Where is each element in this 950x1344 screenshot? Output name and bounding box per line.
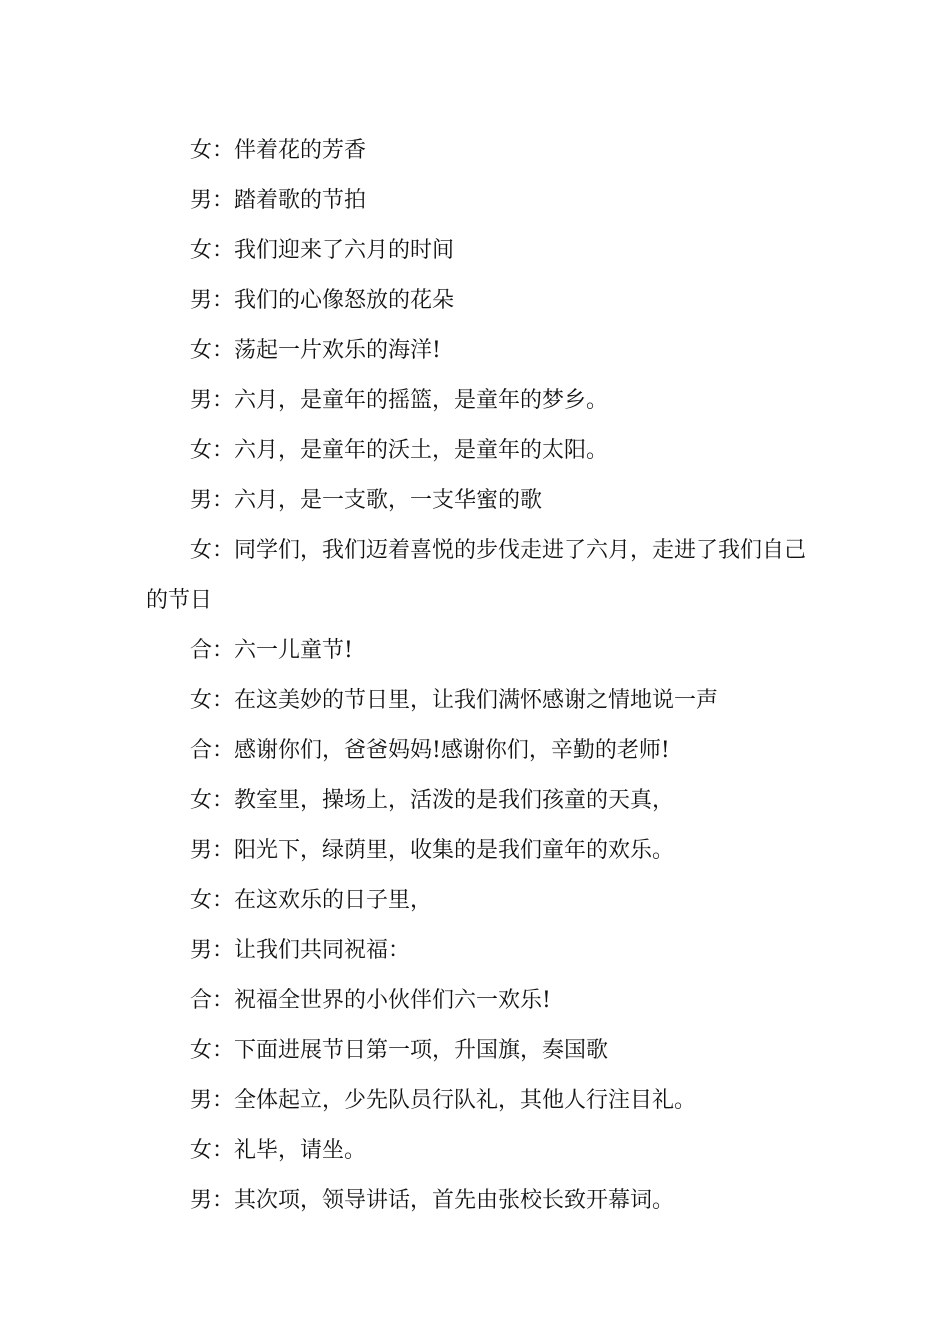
script-line-14: 男：阳光下，绿荫里，收集的是我们童年的欢乐。: [190, 838, 675, 863]
script-line-7: 女：六月，是童年的沃土，是童年的太阳。: [190, 438, 609, 463]
script-line-16: 男：让我们共同祝福：: [190, 938, 411, 963]
script-line-6: 男：六月，是童年的摇篮，是童年的梦乡。: [190, 388, 609, 413]
script-text: [146, 126, 818, 1226]
script-line-17: 合：祝福全世界的小伙伴们六一欢乐!: [190, 988, 551, 1013]
script-line-19: 男：全体起立，少先队员行队礼，其他人行注目礼。: [190, 1088, 697, 1113]
script-line-13: 女：教室里，操场上，活泼的是我们孩童的天真，: [190, 788, 675, 813]
script-line-10: 合：六一儿童节!: [190, 638, 353, 663]
script-line-4: 男：我们的心像怒放的花朵: [190, 288, 455, 313]
script-line-8: 男：六月，是一支歌，一支华蜜的歌: [190, 488, 543, 513]
script-line-15: 女：在这欢乐的日子里，: [190, 888, 433, 913]
script-line-21: 男：其次项，领导讲话，首先由张校长致开幕词。: [190, 1188, 675, 1213]
script-line-3: 女：我们迎来了六月的时间: [190, 238, 455, 263]
script-line-1: 女：伴着花的芳香: [190, 138, 367, 163]
script-line-2: 男：踏着歌的节拍: [190, 188, 367, 213]
script-line-18: 女：下面进展节日第一项，升国旗，奏国歌: [190, 1038, 609, 1063]
script-line-5: 女：荡起一片欢乐的海洋!: [190, 338, 441, 363]
script-line-11: 女：在这美妙的节日里，让我们满怀感谢之情地说一声: [190, 688, 719, 713]
script-line-9: 女：同学们，我们迈着喜悦的步伐走进了六月，走进了我们自己的节日: [146, 538, 807, 613]
script-line-20: 女：礼毕，请坐。: [190, 1138, 367, 1163]
script-line-12: 合：感谢你们，爸爸妈妈!感谢你们，辛勤的老师!: [190, 738, 670, 763]
